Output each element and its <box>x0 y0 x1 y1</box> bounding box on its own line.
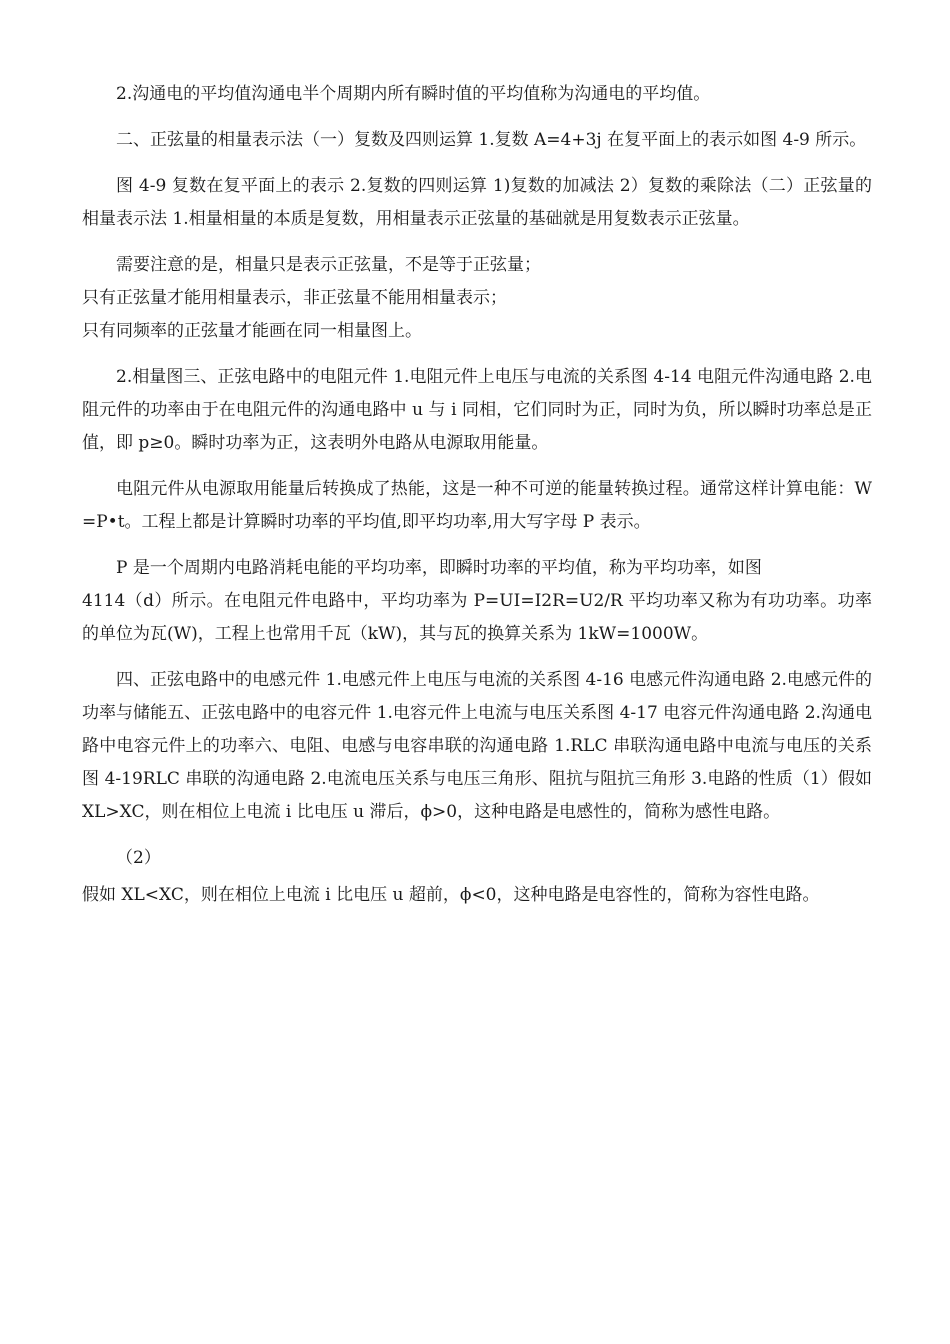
paragraph-resistor-element: 2.相量图三、正弦电路中的电阻元件 1.电阻元件上电压与电流的关系图 4-14 电阻元件沟通电路 2.电阻元件的功率由于在电阻元件的沟通电路中 u 与 i 同相，它们同时为正，同时为负，所以瞬时功率总是正值，即 p≥0。瞬时功率为正，这表明外电路从电源取用能量。 <box>82 367 872 453</box>
paragraph-case-2-label: （2） <box>116 848 161 868</box>
paragraph-note-sinusoid-only: 只有正弦量才能用相量表示，非正弦量不能用相量表示； <box>82 288 507 308</box>
paragraph-capacitive-circuit: 假如 XL<XC，则在相位上电流 i 比电压 u 超前，ϕ<0，这种电路是电容性的，简称为容性电路。 <box>82 885 820 905</box>
paragraph-note-same-frequency: 只有同频率的正弦量才能画在同一相量图上。 <box>82 321 422 341</box>
paragraph-resistor-energy: 电阻元件从电源取用能量后转换成了热能，这是一种不可逆的能量转换过程。通常这样计算电能：W=P•t。工程上都是计算瞬时功率的平均值,即平均功率,用大写字母 P 表示。 <box>82 479 872 532</box>
paragraph-note-phasor: 需要注意的是，相量只是表示正弦量，不是等于正弦量； <box>116 255 541 275</box>
paragraph-phasor-intro: 二、正弦量的相量表示法（一）复数及四则运算 1.复数 A=4+3j 在复平面上的表示如图 4-9 所示。 <box>116 130 867 150</box>
paragraph-average-power-formula: 4114（d）所示。在电阻元件电路中，平均功率为 P=UI=I2R=U2/R 平均功率又称为有功功率。功率的单位为瓦(W)，工程上也常用千瓦（kW)，其与瓦的换算关系为 1kW=1000W。 <box>82 591 872 644</box>
document-body <box>82 78 872 925</box>
paragraph-ac-average: 2.沟通电的平均值沟通电半个周期内所有瞬时值的平均值称为沟通电的平均值。 <box>116 84 711 104</box>
paragraph-inductor-capacitor-rlc: 四、正弦电路中的电感元件 1.电感元件上电压与电流的关系图 4-16 电感元件沟通电路 2.电感元件的功率与储能五、正弦电路中的电容元件 1.电容元件上电流与电压关系图 4-17 电容元件沟通电路 2.沟通电路中电容元件上的功率六、电阻、电感与电容串联的沟通电路 1.RLC 串联沟通电路中电流与电压的关系图 4-19RLC 串联的沟通电路 2.电流电压关系与电压三角形、阻抗与阻抗三角形 3.电路的性质（1）假如 XL>XC，则在相位上电流 i 比电压 u 滞后，ϕ>0，这种电路是电感性的，简称为感性电路。 <box>82 670 872 822</box>
paragraph-complex-operations: 图 4-9 复数在复平面上的表示 2.复数的四则运算 1)复数的加减法 2）复数的乘除法（二）正弦量的相量表示法 1.相量相量的本质是复数，用相量表示正弦量的基础就是用复数表示正弦量。 <box>82 176 872 229</box>
paragraph-average-power-intro: P 是一个周期内电路消耗电能的平均功率，即瞬时功率的平均值，称为平均功率，如图 <box>116 558 762 578</box>
